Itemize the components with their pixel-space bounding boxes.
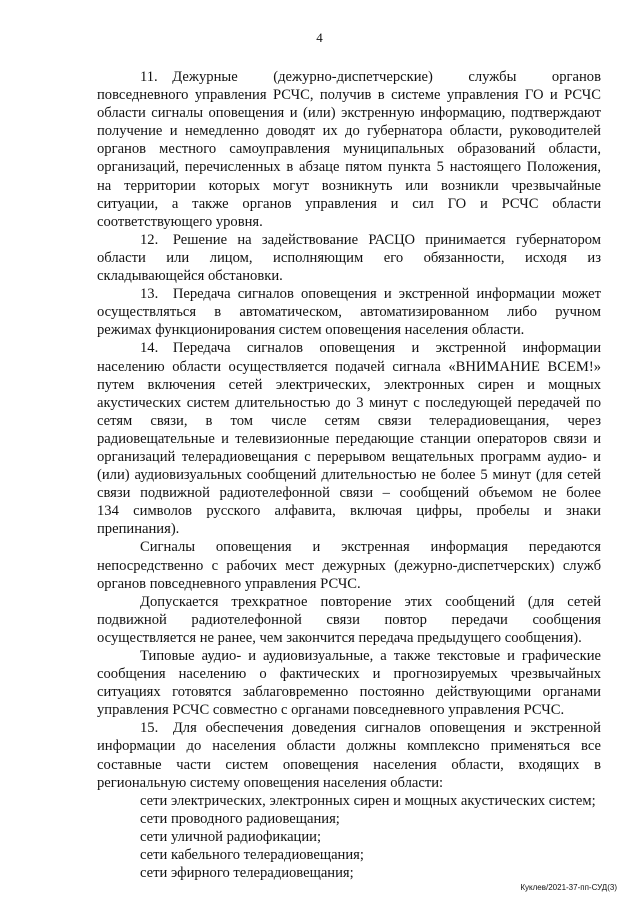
paragraph-repetition <box>97 593 601 647</box>
text-line: радиовещательные и телевизионные передающие станции операторов связи и <box>97 430 601 447</box>
list-item: сети уличной радиофикации; <box>140 828 322 845</box>
text-line: путем включения сетей электрических, электронных сирен и мощных <box>97 376 601 393</box>
text-line: населению области осуществляется подачей сигнала «ВНИМАНИЕ ВСЕМ!» <box>97 358 601 375</box>
paragraph-15 <box>97 719 601 791</box>
paragraph-12 <box>97 231 601 285</box>
text-line: подвижной радиотелефонной связи повтор передачи сообщения <box>97 611 601 628</box>
text-line: соответствующего уровня. <box>97 213 263 230</box>
page-number: 4 <box>316 30 323 45</box>
paragraph-11 <box>97 68 601 231</box>
text-line: органов повседневного управления РСЧС. <box>97 575 361 592</box>
list-item: сети эфирного телерадиовещания; <box>140 865 354 882</box>
text-line: 12. Решение на задействование РАСЦО принимается губернатором <box>140 231 601 248</box>
text-line: организаций телерадиовещания с перерывом вещательных программ аудио- и <box>97 448 601 465</box>
text-line: составные части систем оповещения населения области, входящих в <box>97 756 601 773</box>
text-line: осуществляется не ранее, чем закончится передача предыдущего сообщения). <box>97 629 582 646</box>
text-line: ситуациях готовятся заблаговременно постоянно действующими органами <box>97 684 601 701</box>
text-line: Типовые аудио- и аудиовизуальные, а также текстовые и графические <box>140 648 601 664</box>
text-line: региональную систему оповещения населения области: <box>97 774 444 791</box>
text-line: сетям связи, в том числе сетям связи телерадиовещания, через <box>97 412 601 429</box>
text-line: получение и немедленно доводят их до губернатора области, руководителей <box>97 123 601 140</box>
network-list <box>97 792 601 882</box>
text-line: (или) аудиовизуальных сообщений длительностью не более 5 минут (для сетей <box>97 467 601 484</box>
text-line: повседневного управления РСЧС, получив в системе управления ГО и РСЧС <box>97 87 601 104</box>
text-line: режимах функционирования систем оповещения населения области. <box>97 322 525 339</box>
paragraph-signals <box>97 538 601 592</box>
text-line: сообщения населению о фактических и прогнозируемых чрезвычайных <box>97 666 601 683</box>
text-line: акустических систем длительностью до 3 минут с последующей передачей по <box>97 394 601 411</box>
list-item: сети электрических, электронных сирен и мощных акустических систем; <box>140 792 596 809</box>
text-line: осуществляться в автоматическом, автоматизированном либо ручном <box>97 304 601 321</box>
paragraph-13 <box>97 285 601 339</box>
footer-document-code: Куклев/2021-37-пп-СУД(3) <box>520 883 617 892</box>
text-line: области сигналы оповещения и (или) экстренную информацию, подтверждают <box>97 105 601 122</box>
list-item: сети кабельного телерадиовещания; <box>140 847 364 864</box>
text-line: 134 символов русского алфавита, включая цифры, пробелы и знаки <box>97 503 601 520</box>
list-item: сети проводного радиовещания; <box>140 810 340 827</box>
paragraph-14 <box>97 339 601 538</box>
document-body <box>97 68 601 882</box>
text-line: управления РСЧС совместно с органами повседневного управления РСЧС. <box>97 702 565 719</box>
text-line: непосредственно с рабочих мест дежурных (дежурно-диспетчерских) служб <box>97 557 601 574</box>
text-line: организаций, перечисленных в абзаце пятом пункта 5 настоящего Положения, <box>97 159 601 176</box>
text-line: препинания). <box>97 521 180 538</box>
text-line: области или лицом, исполняющим его обязанности, исходя из <box>97 249 601 266</box>
text-line: информации до населения области должны комплексно применяться все <box>97 738 601 755</box>
text-line: 11. Дежурные (дежурно-диспетчерские) службы органов <box>140 69 601 85</box>
text-line: на территории которых могут возникнуть или возникли чрезвычайные <box>97 177 601 194</box>
text-line: связи подвижной радиотелефонной связи – сообщений объемом не более <box>97 485 601 502</box>
text-line: ситуации, а также органов управления и сил ГО и РСЧС области <box>97 195 601 212</box>
text-line: Допускается трехкратное повторение этих сообщений (для сетей <box>140 593 601 610</box>
text-line: Сигналы оповещения и экстренная информация передаются <box>140 539 601 556</box>
text-line: 15. Для обеспечения доведения сигналов оповещения и экстренной <box>140 720 601 737</box>
text-line: 13. Передача сигналов оповещения и экстренной информации может <box>140 286 601 303</box>
paragraph-typical-messages <box>97 647 601 719</box>
text-line: 14. Передача сигналов оповещения и экстренной информации <box>140 340 601 357</box>
text-line: органов местного самоуправления муниципальных образований области, <box>97 141 601 158</box>
text-line: складывающейся обстановки. <box>97 268 283 285</box>
